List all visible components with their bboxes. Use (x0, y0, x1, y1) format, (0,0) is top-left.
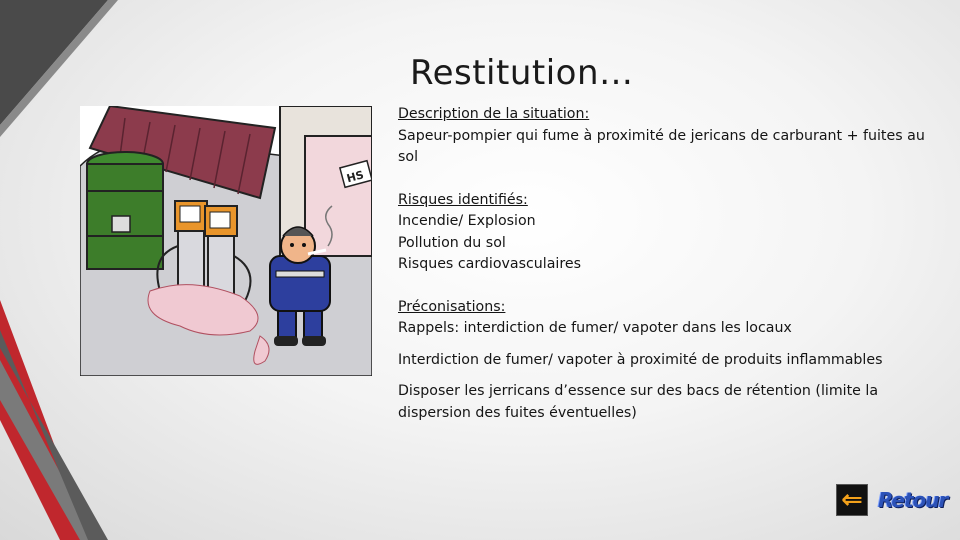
recommendation-item: Rappels: interdiction de fumer/ vapoter dans les locaux (398, 320, 792, 336)
risk-item: Pollution du sol (398, 234, 506, 251)
retour-button[interactable]: Retour (878, 488, 948, 512)
description-text: Sapeur-pompier qui fume à proximité de jericans de carburant + fuites au sol (398, 127, 925, 165)
risks-heading: Risques identifiés: (398, 191, 528, 208)
risk-item: Incendie/ Explosion (398, 213, 536, 229)
slide-content (398, 104, 928, 424)
firefighter-smoking-illustration (80, 106, 372, 376)
recommendation-item: Interdiction de fumer/ vapoter à proximité de produits inflammables (398, 351, 883, 368)
arrow-left-icon: ⇐ (841, 485, 863, 515)
slide-title: Restitution… (410, 52, 634, 93)
back-arrow-button[interactable] (836, 484, 868, 516)
recommendation-item: Disposer les jerricans d’essence sur des bacs de rétention (limite la dispersion des fuites éventuelles) (398, 383, 879, 421)
hs-sign-text: HS (345, 168, 366, 186)
recommendations-heading: Préconisations: (398, 298, 506, 315)
risk-item: Risques cardiovasculaires (398, 256, 582, 272)
description-heading: Description de la situation: (398, 106, 590, 122)
